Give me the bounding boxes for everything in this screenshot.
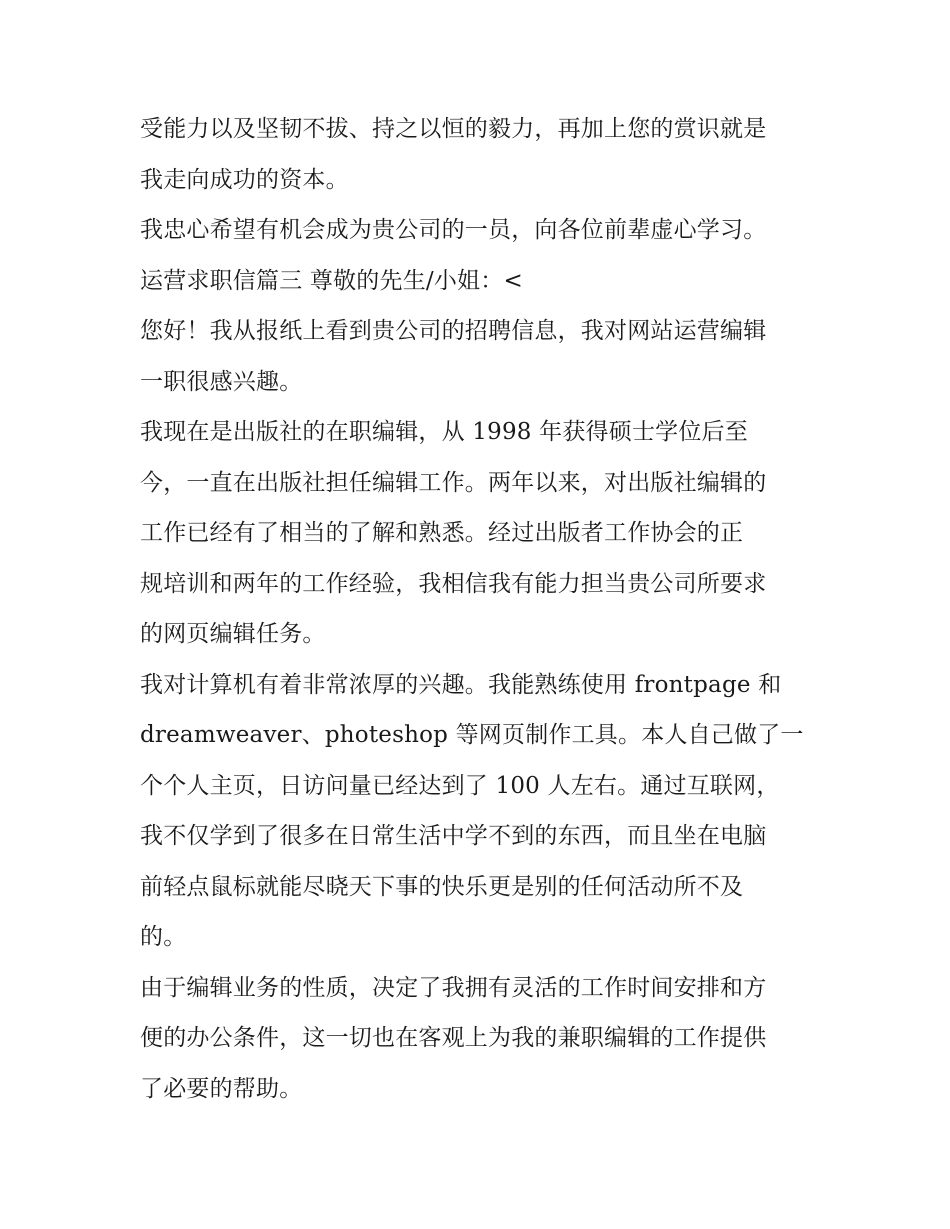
text-line: 我现在是出版社的在职编辑，从 1998 年获得硕士学位后至	[140, 419, 748, 445]
text-line: 一职很感兴趣。	[140, 368, 303, 395]
text-line: 工作已经有了相当的了解和熟悉。经过出版者工作协会的正	[140, 520, 744, 546]
text-line: 我不仅学到了很多在日常生活中学不到的东西，而且坐在电脑	[140, 823, 767, 849]
text-line: 您好！我从报纸上看到贵公司的招聘信息，我对网站运营编辑	[140, 318, 767, 344]
text-line: 的网页编辑任务。	[140, 621, 326, 647]
text-line: 受能力以及坚韧不拔、持之以恒的毅力，再加上您的赏识就是	[140, 116, 767, 142]
text-line: 我对计算机有着非常浓厚的兴趣。我能熟练使用 frontpage 和	[140, 671, 782, 698]
text-line: 由于编辑业务的性质，决定了我拥有灵活的工作时间安排和方	[140, 974, 767, 1001]
text-line: 个个人主页，日访问量已经达到了 100 人左右。通过互联网，	[140, 772, 780, 799]
text-line: 我走向成功的资本。	[140, 166, 349, 193]
section-heading-line: 运营求职信篇三 尊敬的先生/小姐：<	[140, 267, 523, 294]
text-line: 我忠心希望有机会成为贵公司的一员，向各位前辈虚心学习。	[140, 217, 767, 243]
text-line: 便的办公条件，这一切也在客观上为我的兼职编辑的工作提供	[140, 1025, 767, 1051]
text-line: 前轻点鼠标就能尽晓天下事的快乐更是别的任何活动所不及	[140, 873, 744, 900]
text-line: 了必要的帮助。	[140, 1075, 303, 1102]
text-line: 规培训和两年的工作经验，我相信我有能力担当贵公司所要求	[140, 570, 767, 597]
text-line: 今，一直在出版社担任编辑工作。两年以来，对出版社编辑的	[140, 469, 767, 496]
document-body	[140, 104, 820, 1114]
text-line: 的。	[140, 924, 187, 950]
text-line: dreamweaver、photeshop 等网页制作工具。本人自己做了一	[140, 722, 804, 748]
